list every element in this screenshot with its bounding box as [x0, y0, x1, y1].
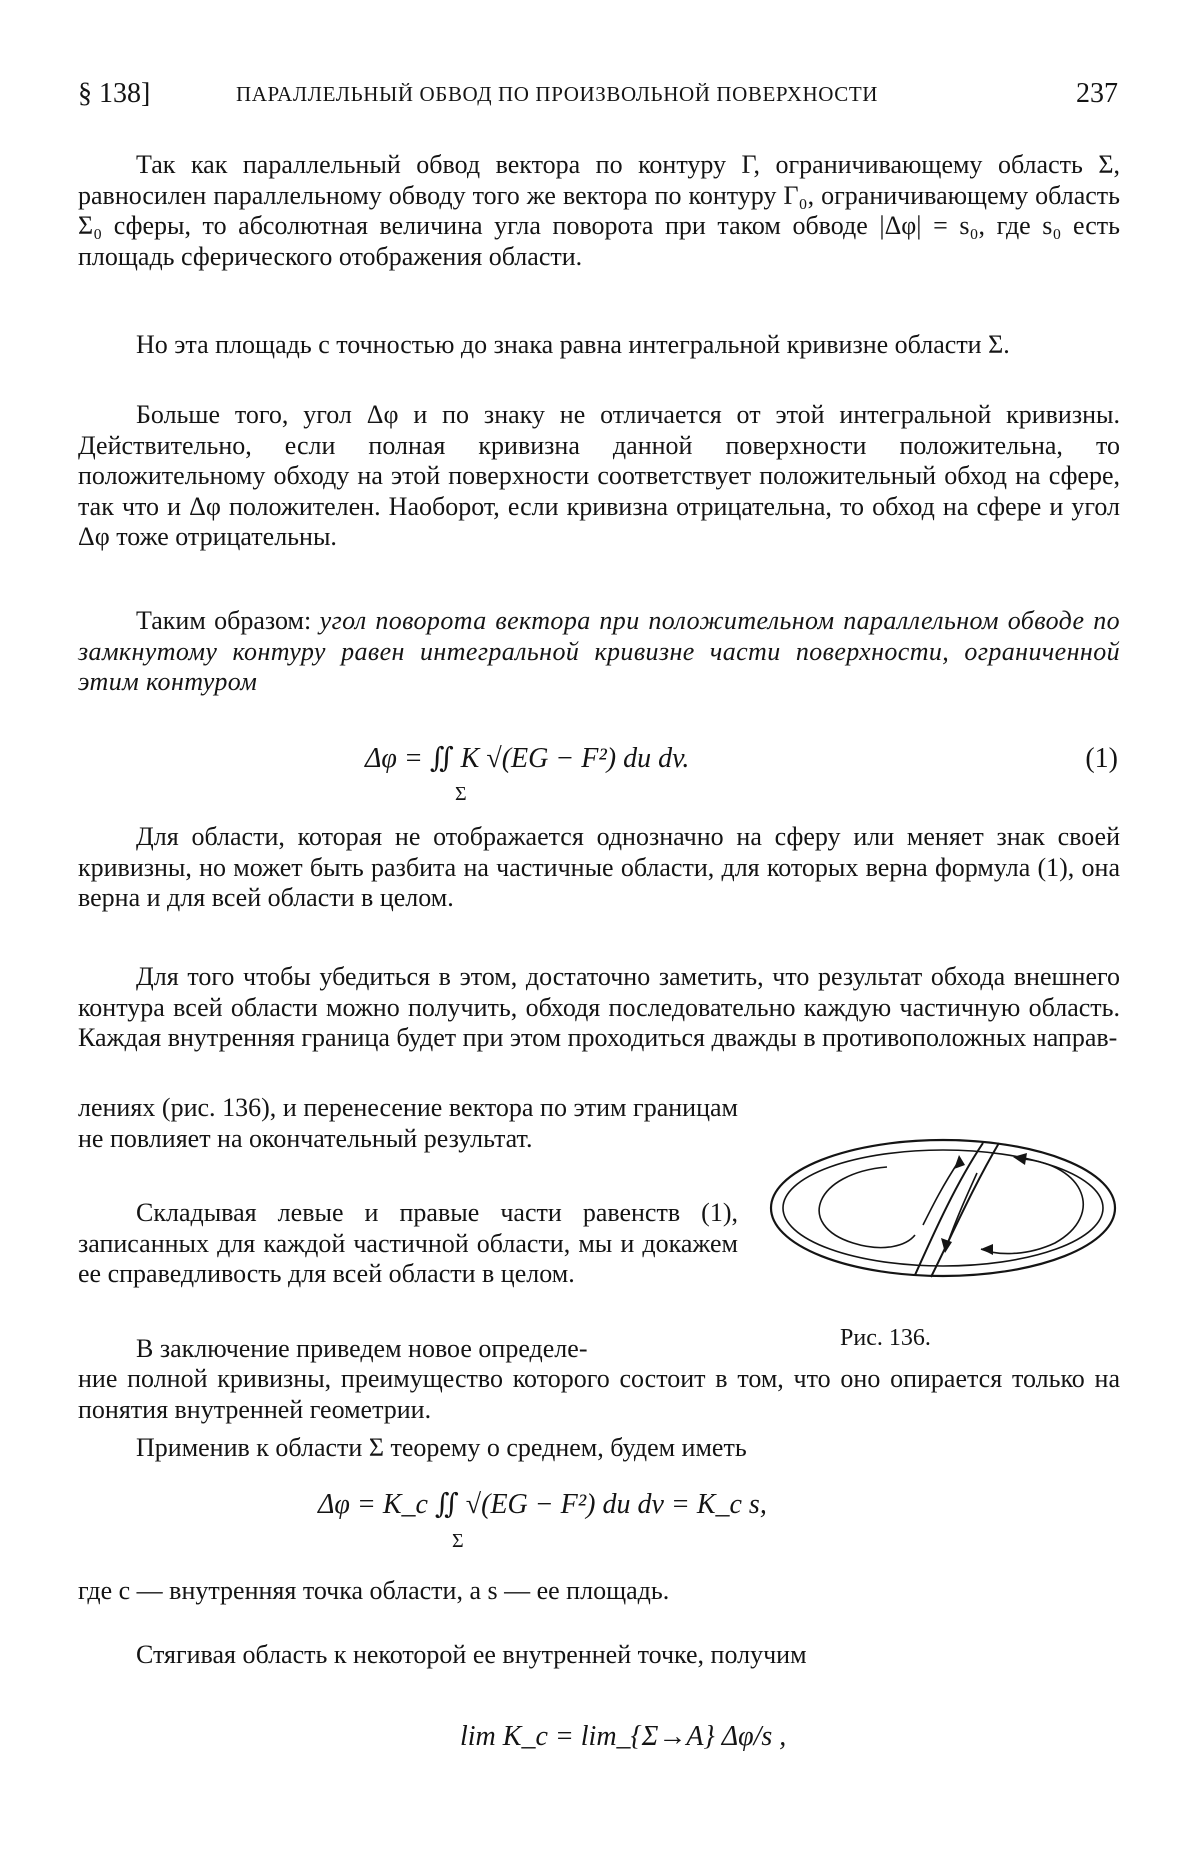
figure-caption: Рис. 136. — [840, 1325, 931, 1351]
arrow-left-head — [981, 1244, 993, 1255]
formula-2-subscript — [452, 1522, 464, 1558]
paragraph-4 — [78, 606, 1120, 698]
paragraph-2: Но эта площадь с точностью до знака равна интегральной кривизне области Σ. — [136, 330, 1010, 359]
paragraph-1: Так как параллельный обвод вектора по контуру Γ, ограничивающему область Σ, равносилен параллельному обводу того же вектора по контуру Γ₀, ограничивающему область Σ₀ сферы, то абсолютная величина угла поворота при таком обводе |Δφ| = s₀, где s₀ есть площадь сферического отображения области. — [78, 150, 1120, 271]
formula-2-expression: Δφ = K_c ∬ √(EG − F²) du dv = K_c s, — [318, 1489, 767, 1520]
arrow-up-head — [954, 1155, 965, 1169]
formula-2-sigma: Σ — [452, 1530, 464, 1552]
outer-boundary — [771, 1140, 1115, 1276]
theorem-statement: угол поворота вектора при положительном параллельном обводе по замкнутому контуру равен интегральной кривизне части поверхности, ограниченной этим контуром — [78, 606, 1121, 696]
paragraph-8: ние полной кривизны, преимущество которого состоит в том, что оно опирается только на понятия внутренней геометрии. — [78, 1364, 1120, 1424]
formula-1-expression: Δφ = ∬ K √(EG − F²) du dv. — [365, 743, 690, 774]
paragraph-7: Складывая левые и правые части равенств (1), записанных для каждой частичной области, мы и докажем ее справедливость для всей области в целом. — [78, 1198, 738, 1288]
paragraph-6: Для того чтобы убедиться в этом, достаточно заметить, что результат обхода внешнего контура всей области можно получить, обходя последовательно каждую частичную область. Каждая внутренняя граница будет при этом проходиться дважды в противоположных направ- — [78, 962, 1120, 1052]
formula-2 — [318, 1488, 767, 1522]
internal-boundary-right — [931, 1143, 999, 1277]
paragraph-5: Для области, которая не отображается однозначно на сферу или меняет знак своей кривизны, но может быть разбита на частичные области, для которых верна формула (1), она верна и для всей области в целом. — [78, 822, 1120, 912]
right-down-arrow-line — [947, 1173, 977, 1245]
paragraph-11: Стягивая область к некоторой ее внутренней точке, получим — [136, 1640, 807, 1669]
header-title: ПАРАЛЛЕЛЬНЫЙ ОБВОД ПО ПРОИЗВОЛЬНОЙ ПОВЕРХНОСТИ — [236, 82, 879, 106]
paragraph-10: где c — внутренняя точка области, а s — ее площадь. — [78, 1576, 670, 1605]
arrow-right-head — [1013, 1153, 1027, 1165]
equation-number-1: (1) — [1085, 743, 1118, 774]
formula-1-sigma: Σ — [455, 783, 467, 805]
internal-boundary-left — [915, 1143, 983, 1275]
formula-3-expression: lim K_c = lim_{Σ→A} Δφ/s , — [460, 1721, 787, 1752]
formula-1 — [365, 742, 689, 776]
paragraph-6-wrap: лениях (рис. 136), и перенесение вектора по этим границам не повлияет на окончательный результат. — [78, 1093, 738, 1153]
paragraph-8-wrap: В заключение приведем новое определе- — [136, 1334, 588, 1363]
left-traversal-path — [819, 1167, 915, 1248]
arrow-down-head — [941, 1238, 952, 1253]
right-traversal-path — [981, 1159, 1083, 1254]
paragraph-3: Больше того, угол Δφ и по знаку не отличается от этой интегральной кривизны. Действительно, если полная кривизна данной поверхности положительна, то положительному обходу на этой поверхности соответствует положительный обход на сфере, так что и Δφ положителен. Наоборот, если кривизна отрицательна, то обход на сфере и угол Δφ тоже отрицательны. — [78, 400, 1120, 551]
page-number: 237 — [1076, 78, 1118, 109]
paragraph-9: Применив к области Σ теорему о среднем, будем иметь — [136, 1433, 747, 1462]
running-header — [78, 72, 1118, 116]
paragraph-4-lead: Таким образом: — [136, 606, 312, 635]
formula-3 — [460, 1720, 786, 1754]
figure-136-region-diagram — [755, 1125, 1125, 1295]
formula-1-subscript — [455, 775, 467, 811]
section-mark: § 138] — [78, 78, 151, 109]
